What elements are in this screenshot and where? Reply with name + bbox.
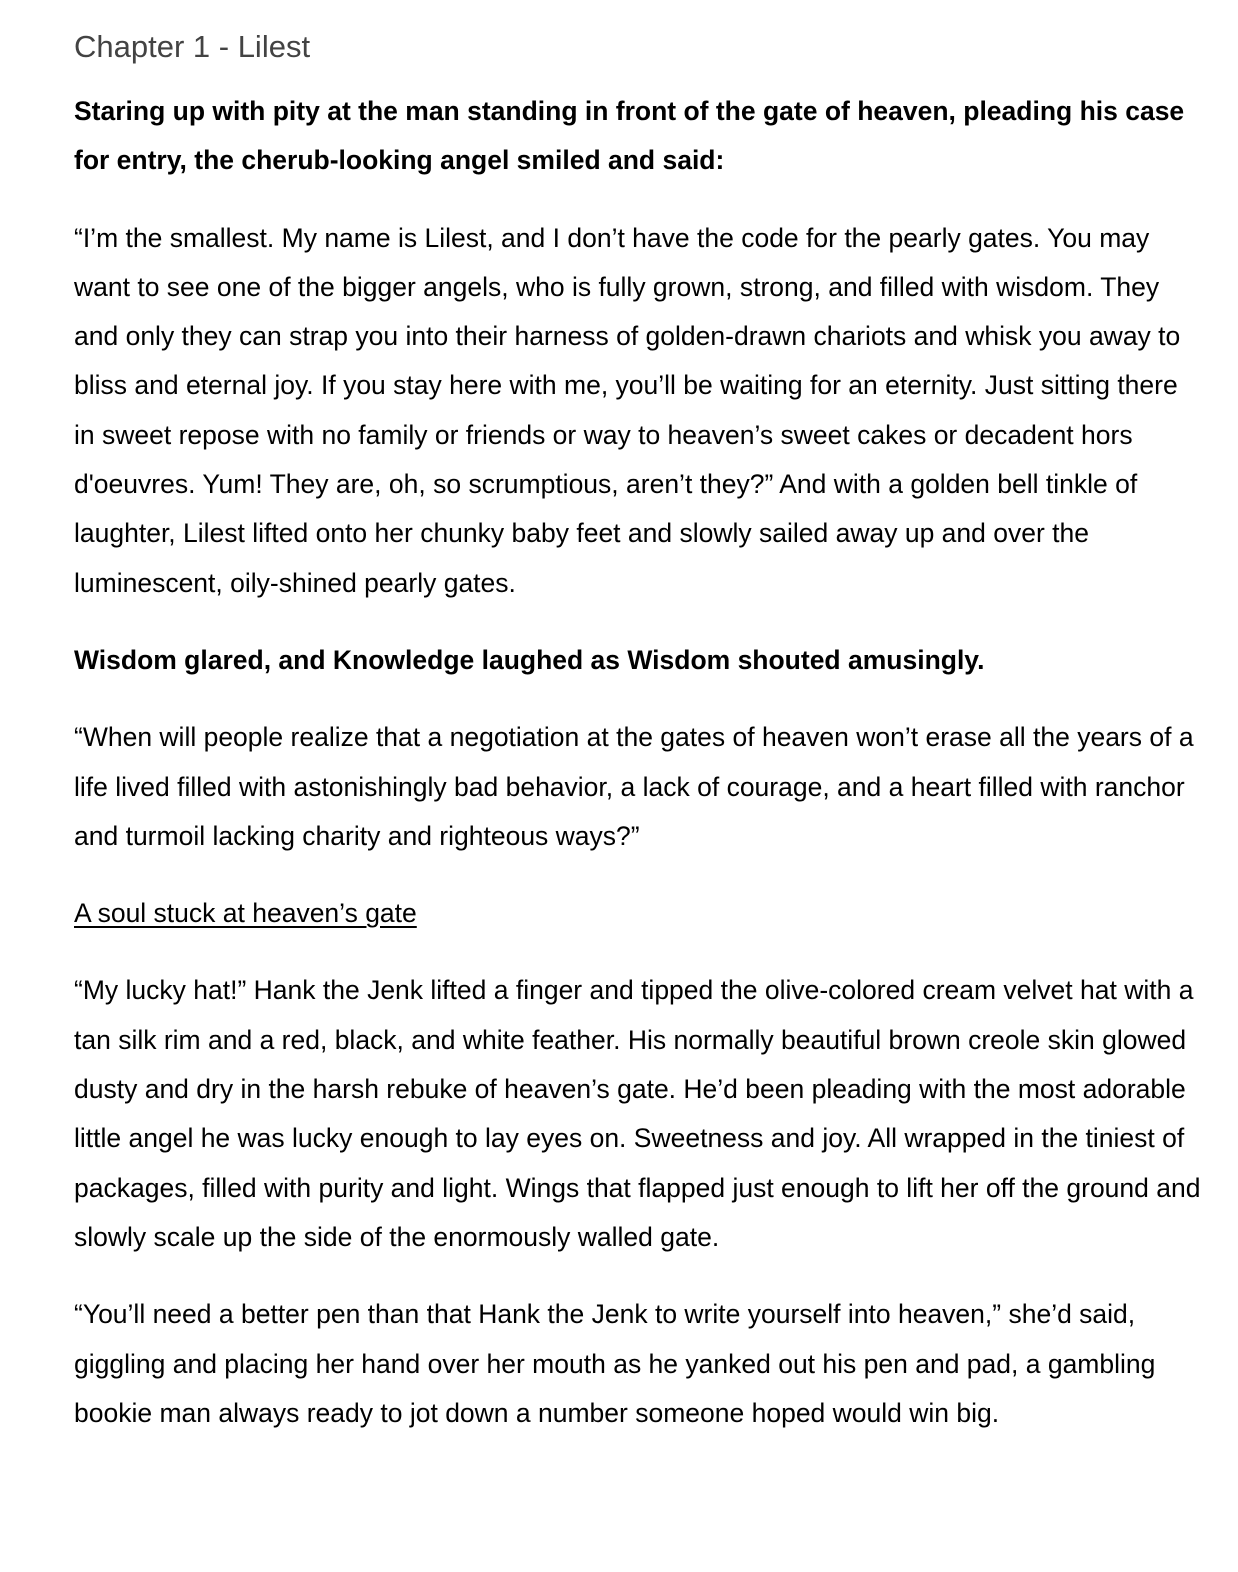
section-subheading: A soul stuck at heaven’s gate	[74, 898, 417, 929]
paragraph-lilest-speech: “I’m the smallest. My name is Lilest, and I don’t have the code for the pearly gates. You may want to see one of the bigger angels, who is fully grown, strong, and filled with wisdom. They and only they can strap you into their harness of golden-drawn chariots and whisk you away to bliss and eternal joy. If you stay here with me, you’ll be waiting for an eternity. Just sitting there in sweet repose with no family or friends or way to heaven’s sweet cakes or decadent hors d'oeuvres. Yum! They are, oh, so scrumptious, aren’t they?” And with a golden bell tinkle of laughter, Lilest lifted onto her chunky baby feet and slowly sailed away up and over the luminescent, oily-shined pearly gates.	[74, 222, 1181, 598]
chapter-title: Chapter 1 - Lilest	[74, 29, 311, 64]
document-page	[74, 24, 1204, 1438]
paragraph-lucky-hat: “My lucky hat!” Hank the Jenk lifted a finger and tipped the olive-colored cream velvet hat with a tan silk rim and a red, black, and white feather. His normally beautiful brown creole skin glowed dusty and dry in the harsh rebuke of heaven’s gate. He’d been pleading with the most adorable little angel he was lucky enough to lay eyes on. Sweetness and joy. All wrapped in the tiniest of packages, filled with purity and light. Wings that flapped just enough to lift her off the ground and slowly scale up the side of the enormously walled gate.	[74, 975, 1201, 1252]
paragraph-better-pen: “You’ll need a better pen than that Hank the Jenk to write yourself into heaven,” she’d said, giggling and placing her hand over her mouth as he yanked out his pen and pad, a gambling bookie man always ready to jot down a number someone hoped would win big.	[74, 1299, 1156, 1428]
paragraph-wisdom-speech: “When will people realize that a negotiation at the gates of heaven won’t erase all the years of a life lived filled with astonishingly bad behavior, a lack of courage, and a heart filled with ranchor and turmoil lacking charity and righteous ways?”	[74, 722, 1194, 851]
wisdom-bold-paragraph: Wisdom glared, and Knowledge laughed as Wisdom shouted amusingly.	[74, 644, 985, 675]
intro-bold-paragraph: Staring up with pity at the man standing in front of the gate of heaven, pleading his case for entry, the cherub-looking angel smiled and said:	[74, 96, 1185, 176]
